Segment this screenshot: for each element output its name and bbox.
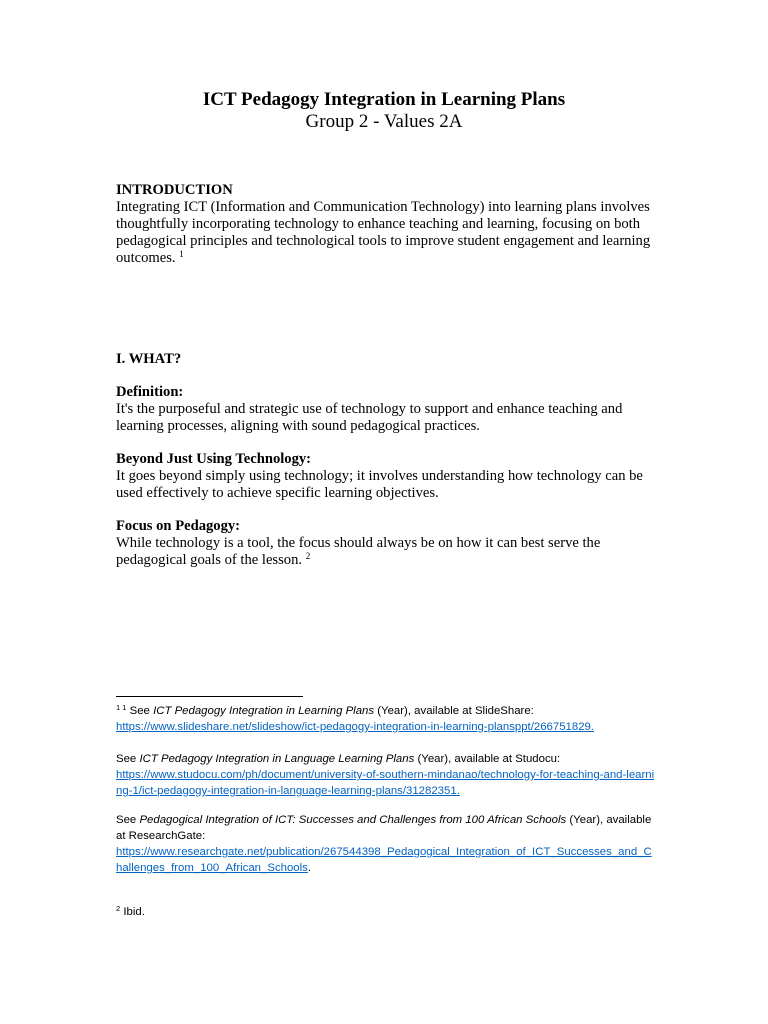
footnote-1c-work: Pedagogical Integration of ICT: Successes and Challenges from 100 African Schools bbox=[139, 814, 567, 826]
footnote-ref-1[interactable]: 1 bbox=[179, 249, 184, 259]
footnote-separator bbox=[116, 696, 303, 697]
focus-heading: Focus on Pedagogy: bbox=[116, 518, 241, 534]
focus-block bbox=[116, 518, 656, 569]
section-what-heading-block bbox=[116, 351, 656, 368]
section-what-heading: I. WHAT? bbox=[116, 351, 182, 367]
introduction-heading: INTRODUCTION bbox=[116, 182, 233, 198]
footnote-2 bbox=[116, 904, 656, 920]
introduction-section bbox=[116, 182, 656, 267]
footnote-2-text: Ibid. bbox=[123, 906, 145, 918]
footnote-2-mark: 2 bbox=[116, 904, 121, 913]
beyond-block bbox=[116, 451, 656, 502]
footnote-1b-link[interactable]: https://www.studocu.com/ph/document/university-of-southern-mindanao/technology-for-teaching-and-learning-1/ict-pedagogy-integration-in-language-learning-plans/31282351. bbox=[116, 769, 655, 797]
footnote-1b: See ICT Pedagogy Integration in Language Learning Plans (Year), available at Studocu: https://www.studocu.com/ph/document/university-of-southern-mindanao/technology-for-teaching-and-learning-1/ict-pedagogy-integration-in-language-learning-plans/31282351. bbox=[116, 753, 655, 797]
focus-text: While technology is a tool, the focus should always be on how it can best serve the pedagogical goals of the lesson. $^2$ bbox=[116, 535, 601, 568]
footnote-1b-work: ICT Pedagogy Integration in Language Learning Plans bbox=[139, 753, 415, 765]
document-subtitle: Group 2 - Values 2A bbox=[305, 111, 463, 132]
footnote-1: $^{1 1}$ See ICT Pedagogy Integration in Learning Plans (Year), available at SlideShare: https://www.slideshare.net/slideshow/ict-pedagogy-integration-in-learning-plansppt/266751829. bbox=[116, 703, 595, 733]
footnote-1c-link[interactable]: https://www.researchgate.net/publication/267544398_Pedagogical_Integration_of_ICT_Successes_and_Challenges_from_100_African_Schools bbox=[116, 846, 652, 874]
footnote-1-link[interactable]: https://www.slideshare.net/slideshow/ict-pedagogy-integration-in-learning-plansppt/266751829. bbox=[116, 721, 595, 733]
footnote-ref-2[interactable]: 2 bbox=[305, 551, 311, 561]
footnote-1c: See Pedagogical Integration of ICT: Successes and Challenges from 100 African Schools (Year), available at ResearchGate: https://www.researchgate.net/publication/267544398_Pedagogical_Integration_of_ICT_Successes_and_Challenges_from_100_African_Schools. bbox=[116, 814, 652, 874]
definition-heading: Definition: bbox=[116, 384, 184, 400]
definition-block bbox=[116, 384, 656, 435]
footnote-1-work: ICT Pedagogy Integration in Learning Plans bbox=[153, 705, 375, 717]
beyond-heading: Beyond Just Using Technology: bbox=[116, 451, 312, 467]
definition-text: It's the purposeful and strategic use of technology to support and enhance teaching and learning processes, aligning with sound pedagogical practices. bbox=[116, 401, 623, 434]
document-title: ICT Pedagogy Integration in Learning Plans bbox=[202, 89, 566, 110]
footnote-1-mark: 1 1 bbox=[116, 703, 127, 712]
introduction-text: Integrating ICT (Information and Communication Technology) into learning plans involves thoughtfully incorporating technology to enhance teaching and learning, focusing on both pedagogical principles and technological tools to improve student engagement and learning outcomes. $^1$ bbox=[116, 199, 651, 266]
beyond-text: It goes beyond simply using technology; it involves understanding how technology can be used effectively to achieve specific learning objectives. bbox=[116, 468, 643, 501]
